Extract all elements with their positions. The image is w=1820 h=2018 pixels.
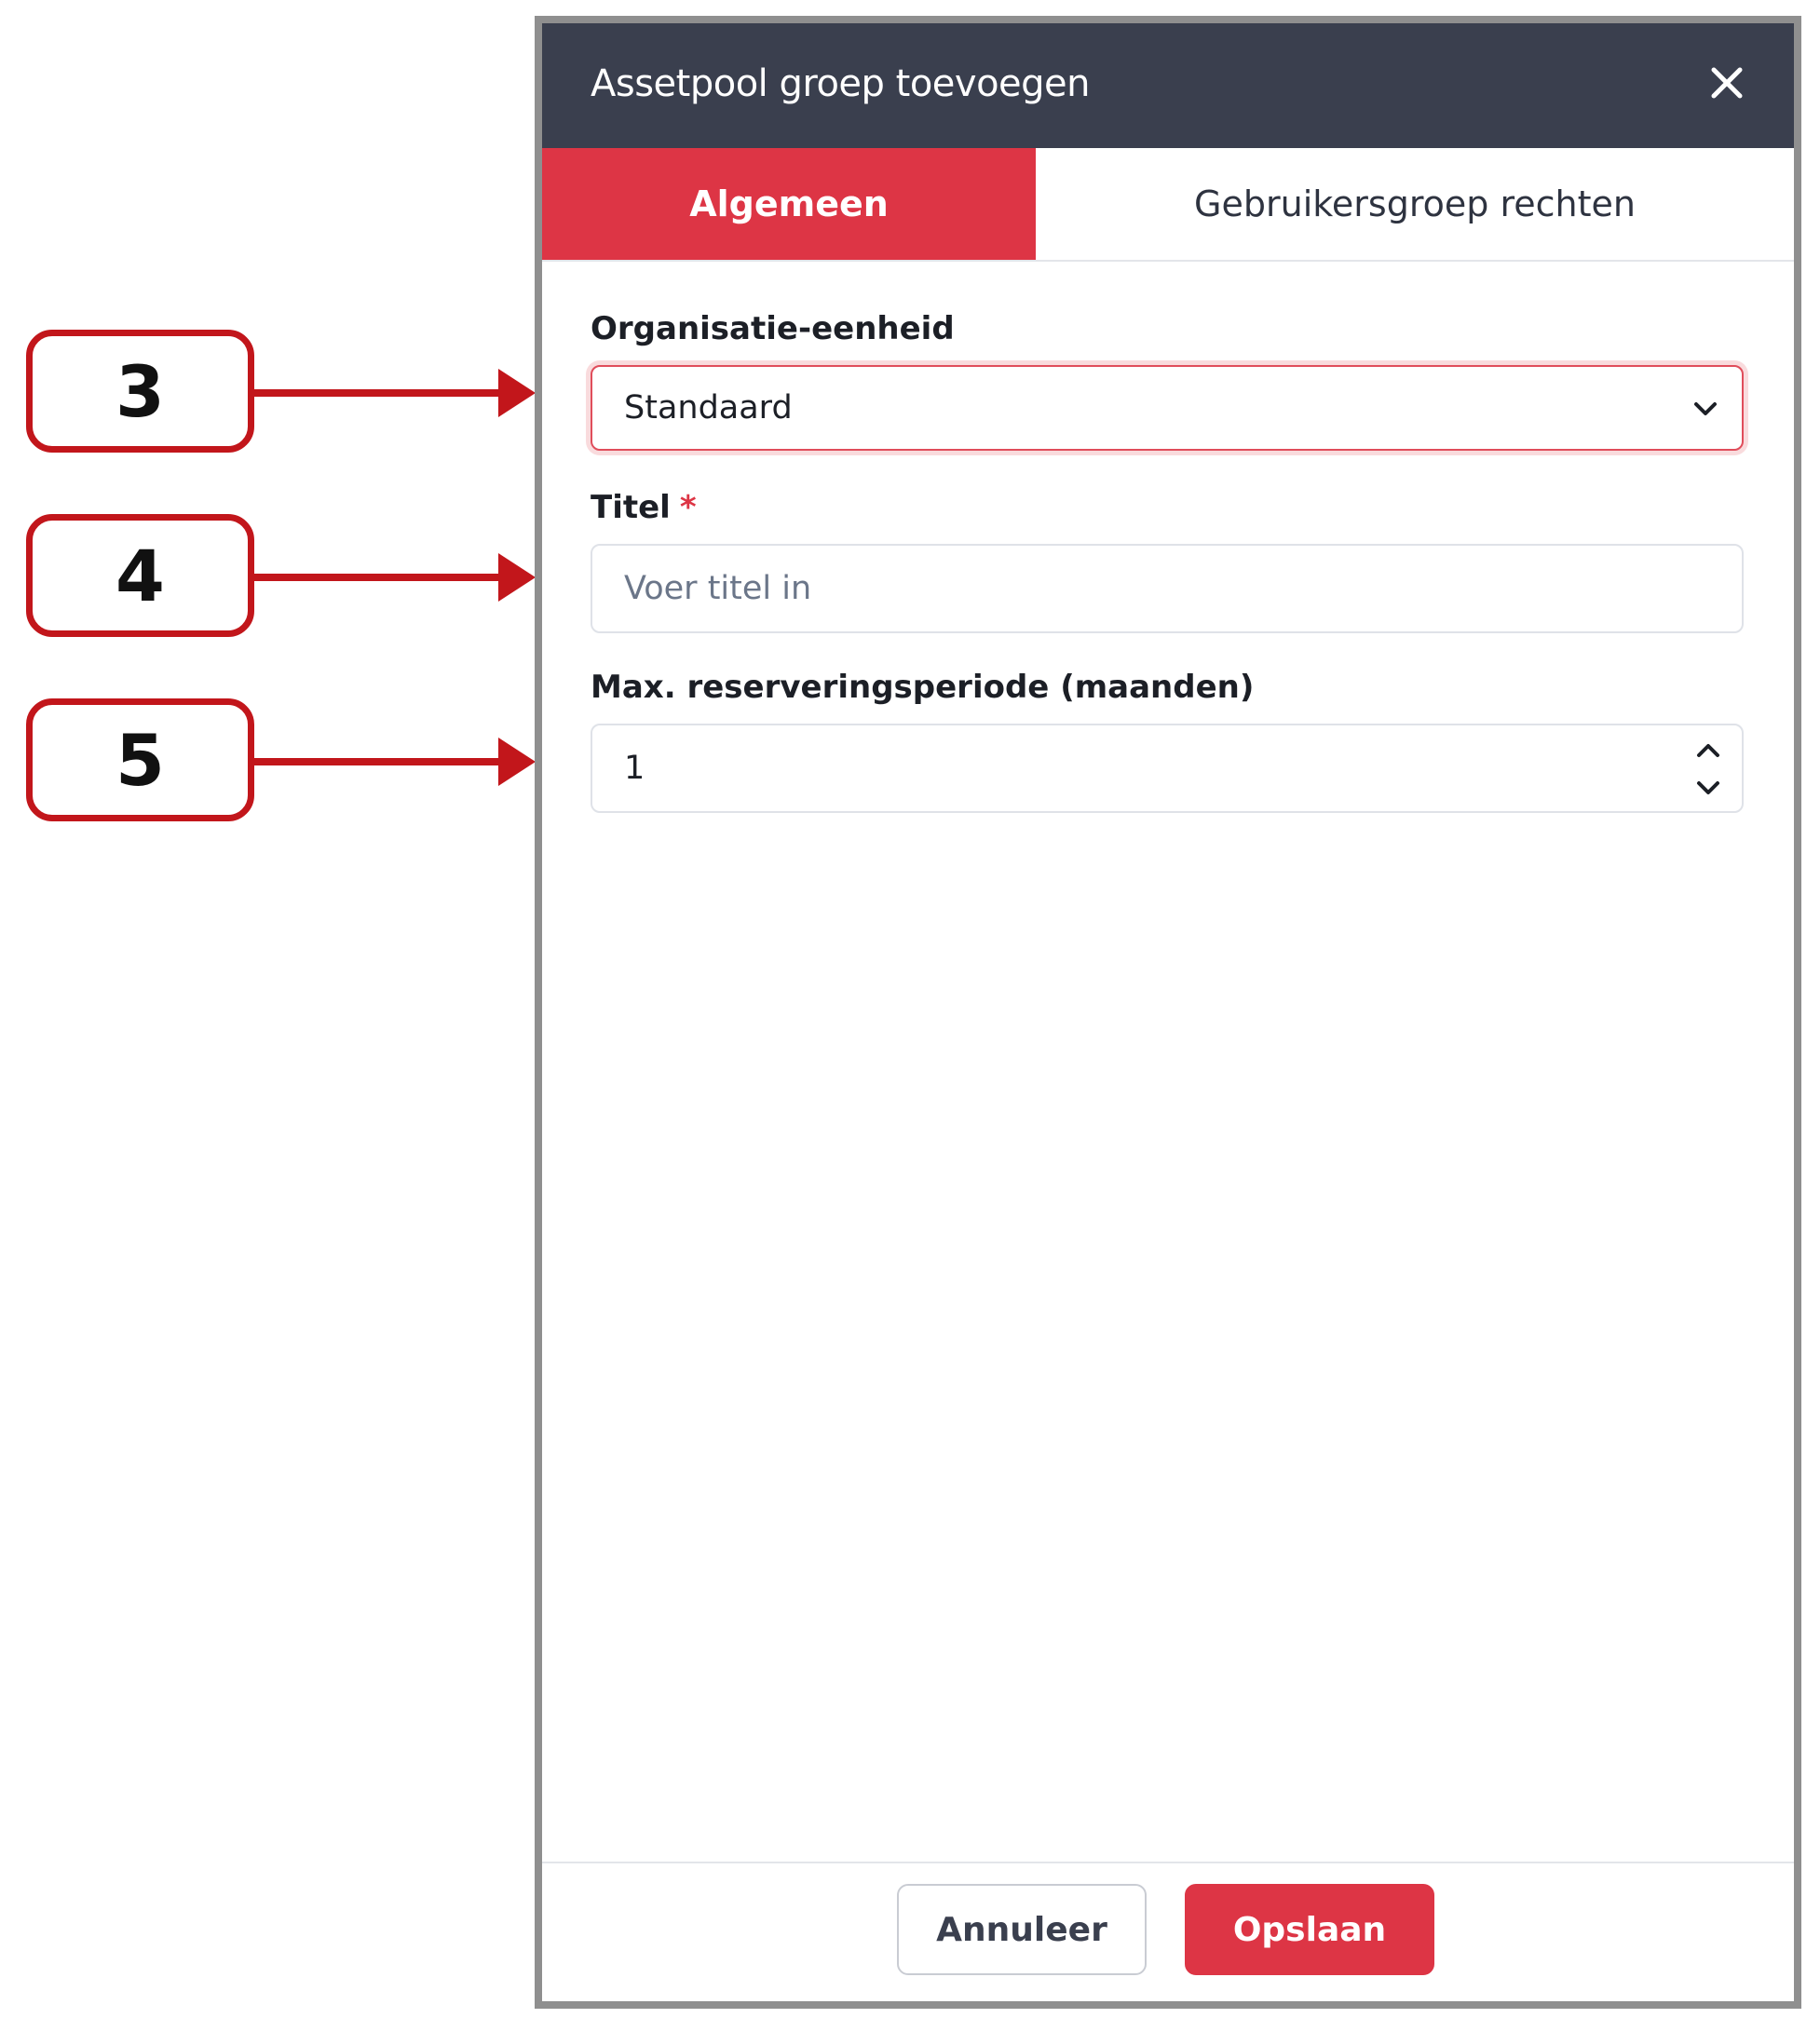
callout-arrow-line (254, 389, 501, 397)
max-reserveringsperiode-label: Max. reserveringsperiode (maanden) (591, 669, 1255, 706)
save-button[interactable]: Opslaan (1185, 1884, 1434, 1975)
callout-number: 4 (115, 534, 165, 617)
required-marker: * (679, 489, 697, 526)
arrow-right-icon (498, 369, 536, 417)
tab-gebruikersgroep-rechten[interactable]: Gebruikersgroep rechten (1194, 183, 1636, 224)
organisatie-eenheid-value: Standaard (624, 389, 793, 427)
arrow-right-icon (498, 553, 536, 602)
max-reserveringsperiode-input[interactable] (591, 724, 1744, 813)
titel-label (591, 489, 697, 526)
close-icon (1705, 61, 1749, 105)
cancel-button[interactable]: Annuleer (897, 1884, 1147, 1975)
tab-bar (542, 148, 1794, 262)
callout-arrow-line (254, 574, 501, 581)
chevron-up-icon[interactable] (1691, 737, 1725, 765)
arrow-right-icon (498, 738, 536, 786)
modal-dialog (535, 16, 1801, 2009)
modal-title: Assetpool groep toevoegen (591, 62, 1091, 105)
callout-arrow-line (254, 758, 501, 765)
callout-5 (26, 698, 254, 821)
tab-algemeen[interactable]: Algemeen (542, 148, 1036, 260)
titel-label-text: Titel (591, 489, 671, 526)
callout-4 (26, 514, 254, 637)
callout-3 (26, 330, 254, 453)
close-button[interactable] (1705, 61, 1749, 105)
organisatie-eenheid-label: Organisatie-eenheid (591, 310, 955, 347)
max-reserveringsperiode-value: 1 (624, 750, 645, 787)
organisatie-eenheid-select[interactable] (591, 365, 1744, 451)
callout-number: 5 (115, 718, 165, 802)
titel-input[interactable] (591, 544, 1744, 633)
modal-header (542, 23, 1794, 148)
chevron-down-icon[interactable] (1691, 774, 1725, 802)
chevron-down-icon (1690, 393, 1721, 425)
quantity-stepper (1691, 737, 1725, 802)
callout-number: 3 (115, 349, 165, 433)
modal-footer (542, 1862, 1794, 2003)
